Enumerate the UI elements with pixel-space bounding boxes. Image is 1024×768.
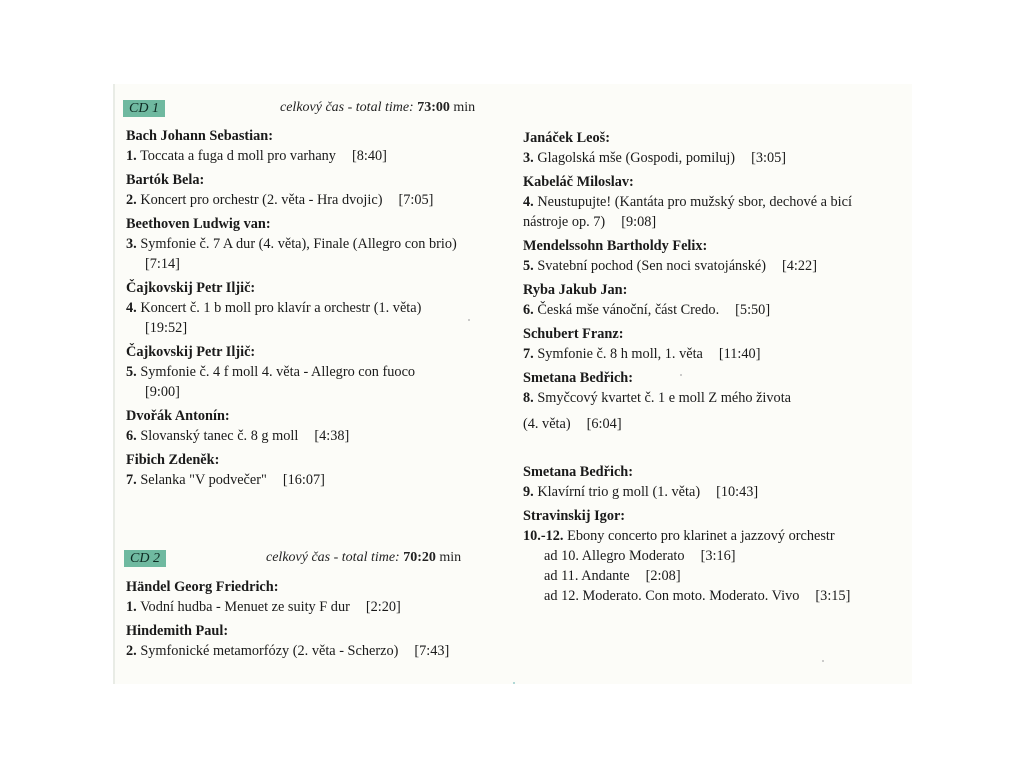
print-speck: [468, 319, 470, 321]
print-speck: [513, 682, 515, 684]
track-entry: [126, 406, 506, 446]
cd2-label: CD 2: [124, 550, 166, 567]
part-title: ad 12. Moderato. Con moto. Moderato. Vivo: [544, 588, 800, 604]
track-duration: [8:40]: [351, 148, 387, 164]
composer-name: Smetana Bedřich:: [523, 464, 633, 480]
track-entry: [523, 324, 898, 364]
part-duration: [3:15]: [815, 588, 851, 604]
track-title: Symfonie č. 4 f moll 4. věta - Allegro con fuoco: [140, 364, 416, 380]
track-title: Koncert č. 1 b moll pro klavír a orchestr (1. věta): [140, 300, 422, 316]
track-number: 6.: [523, 302, 534, 318]
track-entry: [523, 280, 898, 320]
track-line-continued: [523, 414, 898, 434]
track-line: [126, 470, 506, 490]
track-duration: [16:07]: [282, 472, 325, 488]
track-duration: [9:00]: [145, 384, 180, 400]
part-duration: [2:08]: [645, 568, 681, 584]
part-title: ad 11. Andante: [544, 568, 630, 584]
track-part: [523, 546, 898, 566]
composer-name: Ryba Jakub Jan:: [523, 282, 628, 298]
composer-name: Smetana Bedřich:: [523, 370, 633, 386]
track-line: [523, 192, 888, 232]
track-part: [523, 586, 898, 606]
track-entry: [126, 342, 506, 402]
track-entry: [126, 450, 506, 490]
print-speck: [822, 660, 824, 662]
composer-name: Dvořák Antonín:: [126, 408, 230, 424]
track-duration: [7:05]: [398, 192, 434, 208]
track-number: 2.: [126, 192, 137, 208]
track-line: [523, 482, 898, 502]
track-title: Ebony concerto pro klarinet a jazzový orchestr: [567, 528, 835, 544]
track-line: [126, 234, 486, 254]
track-duration: [9:08]: [621, 214, 657, 230]
track-line: [126, 597, 506, 617]
composer-name: Bartók Bela:: [126, 172, 205, 188]
composer-name: Mendelssohn Bartholdy Felix:: [523, 238, 708, 254]
track-title: Koncert pro orchestr (2. věta - Hra dvojic): [140, 192, 383, 208]
track-duration: [19:52]: [145, 320, 188, 336]
track-duration: [6:04]: [586, 416, 622, 432]
track-title: Glagolská mše (Gospodi, pomiluj): [537, 150, 736, 166]
cd2-total-unit: min: [439, 550, 462, 565]
cd1-total-prefix: celkový čas - total time:: [280, 100, 414, 115]
track-title: Smyčcový kvartet č. 1 e moll Z mého života: [537, 390, 792, 406]
track-line: [523, 526, 898, 546]
composer-name: Bach Johann Sebastian:: [126, 128, 273, 144]
part-duration: [3:16]: [700, 548, 736, 564]
track-line: [126, 146, 506, 166]
composer-name: Janáček Leoš:: [523, 130, 610, 146]
track-duration: [7:43]: [414, 643, 450, 659]
track-title: Vodní hudba - Menuet ze suity F dur: [140, 599, 350, 615]
cd1-left-column: [126, 124, 506, 494]
track-entry: [523, 368, 898, 434]
track-number: 1.: [126, 148, 137, 164]
track-entry: [523, 506, 898, 606]
track-title: Svatební pochod (Sen noci svatojánské): [537, 258, 767, 274]
track-title-continued: (4. věta): [523, 416, 571, 432]
cd2-left-column: [126, 575, 506, 665]
track-title: Slovanský tanec č. 8 g moll: [140, 428, 299, 444]
track-entry: [126, 278, 506, 338]
track-entry: [523, 236, 898, 276]
track-entry: [523, 128, 898, 168]
composer-name: Beethoven Ludwig van:: [126, 216, 271, 232]
track-duration: [4:22]: [782, 258, 817, 274]
track-entry: [126, 126, 506, 166]
track-number: 5.: [126, 364, 137, 380]
composer-name: Čajkovskij Petr Iljič:: [126, 344, 256, 360]
track-entry: [126, 577, 506, 617]
track-entry: [126, 621, 506, 661]
track-title: Toccata a fuga d moll pro varhany: [140, 148, 336, 164]
cd1-total-unit: min: [453, 100, 476, 115]
track-number: 1.: [126, 599, 137, 615]
track-line: [523, 300, 898, 320]
track-line: [523, 256, 898, 276]
composer-name: Händel Georg Friedrich:: [126, 579, 279, 595]
track-title: Symfonie č. 7 A dur (4. věta), Finale (Allegro con brio): [140, 236, 457, 252]
composer-name: Hindemith Paul:: [126, 623, 229, 639]
track-duration: [3:05]: [751, 150, 787, 166]
track-number: 8.: [523, 390, 534, 406]
composer-name: Kabeláč Miloslav:: [523, 174, 634, 190]
track-part: [523, 566, 898, 586]
track-title: Symfonie č. 8 h moll, 1. věta: [537, 346, 703, 362]
track-title: Česká mše vánoční, část Credo.: [537, 302, 720, 318]
track-number: 3.: [523, 150, 534, 166]
cd2-total-value: 70:20: [403, 550, 436, 565]
track-entry: [126, 214, 506, 274]
print-speck: [680, 374, 682, 376]
track-title: Klavírní trio g moll (1. věta): [537, 484, 701, 500]
track-title: Neustupujte! (Kantáta pro mužský sbor, dechové a bicí nástroje op. 7): [523, 194, 852, 230]
track-line: [523, 344, 898, 364]
track-entry: [523, 462, 898, 502]
track-duration: [2:20]: [365, 599, 401, 615]
track-entry: [523, 172, 898, 232]
cd1-label: CD 1: [123, 100, 165, 117]
section-gap: [523, 438, 898, 460]
track-number: 2.: [126, 643, 137, 659]
track-number: 7.: [126, 472, 137, 488]
track-number: 7.: [523, 346, 534, 362]
track-duration: [10:43]: [716, 484, 759, 500]
track-number: 4.: [523, 194, 534, 210]
cd2-total-prefix: celkový čas - total time:: [266, 550, 400, 565]
cd1-total-value: 73:00: [417, 100, 450, 115]
composer-name: Čajkovskij Petr Iljič:: [126, 280, 256, 296]
composer-name: Fibich Zdeněk:: [126, 452, 220, 468]
track-number: 4.: [126, 300, 137, 316]
track-line: [126, 190, 506, 210]
composer-name: Schubert Franz:: [523, 326, 624, 342]
track-number: 6.: [126, 428, 137, 444]
track-line: [126, 362, 506, 382]
track-title: Selanka "V podvečer": [140, 472, 267, 488]
track-duration: [5:50]: [735, 302, 771, 318]
track-line: [523, 148, 898, 168]
track-number: 5.: [523, 258, 534, 274]
track-line: [126, 641, 506, 661]
track-duration: [7:14]: [145, 256, 180, 272]
track-duration: [11:40]: [718, 346, 761, 362]
track-number: 3.: [126, 236, 137, 252]
card-edge: [113, 84, 115, 684]
track-line: [126, 298, 506, 318]
track-title: Symfonické metamorfózy (2. věta - Scherzo): [140, 643, 399, 659]
cd2-total-time: [266, 550, 461, 566]
track-number: 10.-12.: [523, 528, 564, 544]
cd1-total-time: [280, 100, 475, 116]
composer-name: Stravinskij Igor:: [523, 508, 626, 524]
track-line: [126, 426, 506, 446]
track-number: 9.: [523, 484, 534, 500]
track-line: [523, 388, 898, 408]
part-title: ad 10. Allegro Moderato: [544, 548, 685, 564]
track-duration: [4:38]: [314, 428, 350, 444]
track-entry: [126, 170, 506, 210]
right-column: [523, 126, 898, 610]
